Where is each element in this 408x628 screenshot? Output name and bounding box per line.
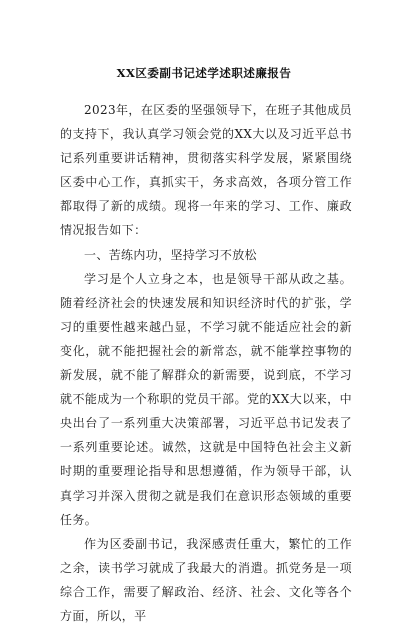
section-heading-1: 一、苦练内功，坚持学习不放松 [84, 247, 257, 262]
paragraph-deputy-secretary: 作为区委副书记，我深感责任重大，繁忙的工作之余，读书学习就成了我最大的消遣。抓党务是一项综合工作，需要了解政治、经济、社会、文化等各个方面，所以，平 [60, 536, 352, 623]
document-body [60, 98, 352, 628]
document-title: XX区委副书记述学述职述廉报告 [116, 66, 292, 80]
paragraph-study: 学习是个人立身之本，也是领导干部从政之基。随着经济社会的快速发展和知识经济时代的扩张，学习的重要性越来越凸显，不学习就不能适应社会的新变化，就不能把握社会的新常态，就不能掌控事物的新发展，就不能了解群众的新需要，说到底，不学习就不能成为一个称职的党员干部。党的XX大以来，中央出台了一系列重大决策部署，习近平总书记发表了一系列重要论述。诚然，这就是中国特色社会主义新时期的重要理论指导和思想遵循，作为领导干部，认真学习并深入贯彻之就是我们在意识形态领域的重要任务。 [60, 271, 352, 527]
paragraph-intro: 2023年，在区委的坚强领导下，在班子其他成员的支持下，我认真学习领会党的XX大以及习近平总书记系列重要讲话精神，贯彻落实科学发展，紧紧围绕区委中心工作，真抓实干，务求高效，各项分管工作都取得了新的成绩。现将一年来的学习、工作、廉政情况报告如下： [60, 103, 352, 238]
